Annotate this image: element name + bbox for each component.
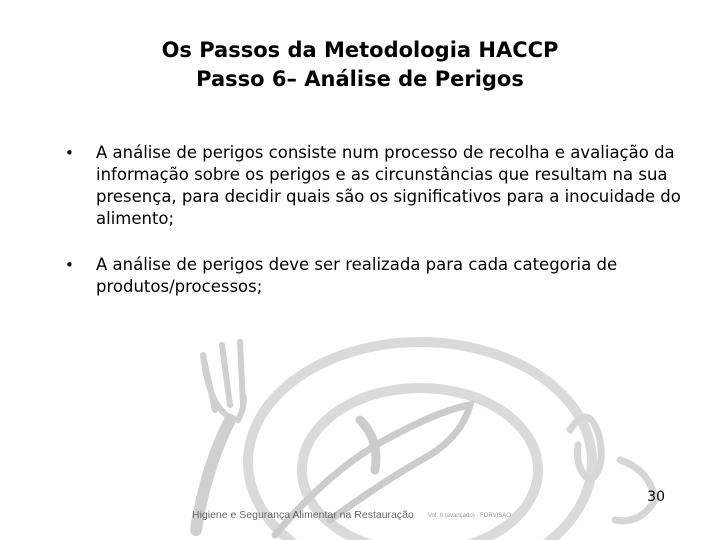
footer-small-text: Vol. II (avançado) · FORVISAO xyxy=(428,513,511,519)
bullet-text: A análise de perigos consiste num processo de recolha e avaliação da informação sobre os perigos e as circunstâncias que resultam na sua presença, para decidir quais são os significativos para a inocuidade do alimento; xyxy=(96,143,681,228)
fork-icon xyxy=(196,342,244,530)
page-number: 30 xyxy=(647,489,665,505)
title-line-2: Passo 6– Análise de Perigos xyxy=(196,67,524,91)
footer-logo-text: Higiene e Segurança Alimentar na Restauração xyxy=(192,509,414,521)
title-line-1: Os Passos da Metodologia HACCP xyxy=(161,38,559,62)
bullet-icon: • xyxy=(65,256,74,274)
slide-title xyxy=(60,36,660,94)
bullet-item xyxy=(62,142,682,230)
bullet-item xyxy=(62,254,682,298)
bullet-text: A análise de perigos deve ser realizada para cada categoria de produtos/processos; xyxy=(96,255,618,296)
bullet-icon: • xyxy=(65,144,74,162)
bullet-list xyxy=(62,142,682,298)
